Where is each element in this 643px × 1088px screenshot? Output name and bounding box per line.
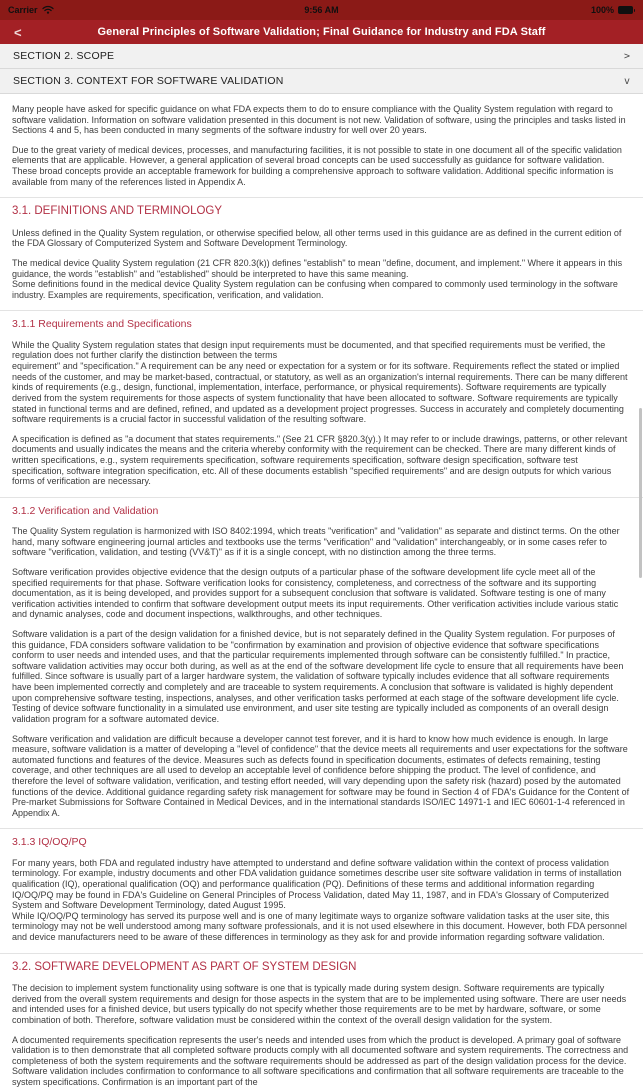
doc-paragraph: Software verification and validation are difficult because a developer cannot test forever, and it is hard to know how much evidence is enough. In large measure, software validation is a matter of developing a "level of confidence" that the device meets all requirements and user expectations for the software automated functions and features of the device. Measures such as defects found in specification documents, estimates of defects remaining, testing coverage, and other techniques are all used to develop an acceptable level of confidence before shipping the product. The level of confidence, and therefore the level of software validation, verification, and testing effort needed, will vary depending upon the safety risk (hazard) posed by the automated functions of the device. Additional guidance regarding safety risk management for software may be found in Section 4 of FDA's Guidance for the Content of Pre-market Submissions for Software Contained in Medical Devices, and in the international standards ISO/IEC 14971-1 and IEC 60601-1-4 referenced in Appendix A. xyxy=(12,733,630,818)
heading-3-2: 3.2. SOFTWARE DEVELOPMENT AS PART OF SYSTEM DESIGN xyxy=(12,960,357,973)
carrier-label: Carrier xyxy=(8,5,38,15)
doc-paragraph: The decision to implement system functionality using software is one that is typically made during system design. Software requirements are typically derived from the overall system requirements and design for those aspects in the system that are to be implemented using software. There are user needs and intended uses for a finished device, but users typically do not specify whether those requirements are to be met by hardware, software, or some combination of both. Therefore, software validation must be considered within the context of the overall design validation for the system. xyxy=(12,983,627,1026)
heading-3-1-2: 3.1.2 Verification and Validation xyxy=(12,504,159,517)
heading-3-1-1: 3.1.1 Requirements and Specifications xyxy=(12,318,192,331)
doc-paragraph: A specification is defined as "a document that states requirements." (See 21 CFR §820.3(y).) It may refer to or include drawings, patterns, or other relevant documents and usually indicates the means and the criteria whereby conformity with the requirement can be checked. There are many different kinds of written specifications, e.g., system requirements specification, software requirements specification, software design specification, software test specification, software integration specification, etc. All of these documents establish "specified requirements" and are design outputs for which various forms of verification are necessary. xyxy=(12,433,628,487)
status-bar xyxy=(0,0,643,20)
section-divider xyxy=(0,197,643,198)
section-divider xyxy=(0,310,643,311)
page-title: General Principles of Software Validation; Final Guidance for Industry and FDA Staff xyxy=(97,26,546,38)
doc-paragraph: For many years, both FDA and regulated industry have attempted to understand and define software validation within the context of process validation terminology. For example, industry documents and other FDA validation guidance sometimes describe user site software validation in terms of installation qualification (IQ), operational qualification (OQ) and performance qualification (PQ). Definitions of these terms and additional information regarding IQ/OQ/PQ may be found in FDA's Guideline on General Principles of Process Validation, dated May 11, 1987, and in FDA's Glossary of Computerized System and Software Development Terminology, dated August 1995. xyxy=(12,857,622,911)
section-divider xyxy=(0,953,643,954)
section-2-label: SECTION 2. SCOPE xyxy=(13,50,115,62)
clock: 9:56 AM xyxy=(304,5,339,15)
scrollbar[interactable] xyxy=(639,408,642,578)
doc-paragraph: The medical device Quality System regulation (21 CFR 820.3(k)) defines "establish" to mean "define, document, and implement." Where it appears in this guidance, the words "establish" and "established" should be interpreted to have this same meaning. xyxy=(12,258,623,279)
heading-3-1-3: 3.1.3 IQ/OQ/PQ xyxy=(12,836,87,849)
doc-paragraph: equirement" and "specification." A requirement can be any need or expectation for a system or for its software. Requirements reflect the stated or implied needs of the customer, and may be market-based, contractual, or statutory, as well as an organization's internal requirements. There can be many different kinds of requirements (e.g., design, functional, implementation, interface, performance, or physical requirements). Software requirements are typically derived from the system requirements for those aspects of system functionality that have been allocated to software. Software requirements are typically stated in functional terms and are defined, refined, and updated as a development project progresses. Success in accurately and completely documenting software requirements is a crucial factor in successful validation of the resulting software. xyxy=(12,361,628,425)
heading-3-1: 3.1. DEFINITIONS AND TERMINOLOGY xyxy=(12,205,223,218)
chevron-right-icon: > xyxy=(623,50,630,62)
doc-paragraph: Due to the great variety of medical devices, processes, and manufacturing facilities, it is not possible to state in one document all of the specific validation elements that are applicable. However, a general application of several broad concepts can be used successfully as guidance for software validation. These broad concepts provide an acceptable framework for building a comprehensive approach to software validation. Additional specific information is available from many of the references listed in Appendix A. xyxy=(12,144,622,187)
navigation-bar xyxy=(0,20,643,44)
section-3-label: SECTION 3. CONTEXT FOR SOFTWARE VALIDATION xyxy=(13,75,284,87)
chevron-down-icon: v xyxy=(623,75,630,87)
document-body xyxy=(0,94,643,1088)
doc-paragraph: Many people have asked for specific guidance on what FDA expects them to do to ensure compliance with the Quality System regulation with regard to software validation. Information on software validation presented in this document is not new. Validation of software, using the principles and tasks listed in Sections 4 and 5, has been conducted in many segments of the software industry for well over 20 years. xyxy=(12,104,626,136)
doc-paragraph: The Quality System regulation is harmonized with ISO 8402:1994, which treats "verification" and "validation" as separate and distinct terms. On the other hand, many software engineering journal articles and textbooks use the terms "verification" and "validation" interchangeably, or in some cases refer to software "verification, validation, and testing (VV&T)" as if it is a single concept, with no distinction among the three terms. xyxy=(12,526,620,558)
battery-icon xyxy=(618,6,635,14)
doc-paragraph: Some definitions found in the medical device Quality System regulation can be confusing when compared to commonly used terminology in the software industry. Examples are requirements, specification, verification, and validation. xyxy=(12,279,618,300)
doc-paragraph: Software validation is a part of the design validation for a finished device, but is not separately defined in the Quality System regulation. For purposes of this guidance, FDA considers software validation to be "confirmation by examination and provision of objective evidence that software specifications conform to user needs and intended uses, and that the particular requirements implemented through software can be consistently fulfilled." In practice, software validation activities may occur both during, as well as at the end of the software development life cycle to ensure that all requirements have been fulfilled. Since software is usually part of a larger hardware system, the validation of software typically includes evidence that all software requirements have been implemented correctly and completely and are traceable to system requirements. A conclusion that software is validated is highly dependent upon comprehensive software testing, inspections, analyses, and other verification tasks performed at each stage of the software development life cycle. Testing of device software functionality in a simulated use environment, and user site testing are typically included as components of an overall design validation program for a software automated device. xyxy=(12,629,624,724)
doc-paragraph: While the Quality System regulation states that design input requirements must be documented, and that specified requirements must be verified, the regulation does not further clarify the distinction between the terms xyxy=(12,339,606,361)
doc-paragraph: Unless defined in the Quality System regulation, or otherwise specified below, all other terms used in this guidance are as defined in the current edition of the FDA Glossary of Computerized System and Software Development Terminology. xyxy=(12,227,622,249)
doc-paragraph: Software verification provides objective evidence that the design outputs of a particular phase of the software development life cycle meet all of the specified requirements for that phase. Software verification looks for consistency, completeness, and correctness of the software and its supporting documentation, as it is being developed, and provides support for a subsequent conclusion that software is validated. Software testing is one of many verification activities intended to confirm that software development output meets its input requirements. Other verification activities include various static and dynamic analyses, code and document inspections, walkthroughs, and other techniques. xyxy=(12,566,619,620)
battery-percent-label: 100% xyxy=(590,5,614,15)
wifi-icon xyxy=(42,5,54,16)
doc-paragraph: A documented requirements specification represents the user's needs and intended uses from which the product is developed. A primary goal of software validation is to then demonstrate that all completed software products comply with all documented software and system requirements. The correctness and completeness of both the system requirements and the software requirements should be addressed as part of the design validation process for the device. Software validation includes confirmation to conformance to all software specifications and confirmation that all software requirements are traceable to the system specifications. Confirmation is an important part of the xyxy=(12,1034,629,1088)
doc-paragraph: While IQ/OQ/PQ terminology has served its purpose well and is one of many legitimate ways to organize software validation tasks at the user site, this terminology may not be well understood among many software professionals, and it is not used elsewhere in this document. However, both FDA personnel and device manufacturers need to be aware of these differences in terminology as they ask for and provide information regarding software validation. xyxy=(12,910,627,943)
section-divider xyxy=(0,497,643,498)
accordion-row-section-2[interactable] xyxy=(0,44,643,69)
section-divider xyxy=(0,828,643,829)
accordion-row-section-3[interactable] xyxy=(0,69,643,94)
back-button[interactable]: < xyxy=(14,24,22,40)
